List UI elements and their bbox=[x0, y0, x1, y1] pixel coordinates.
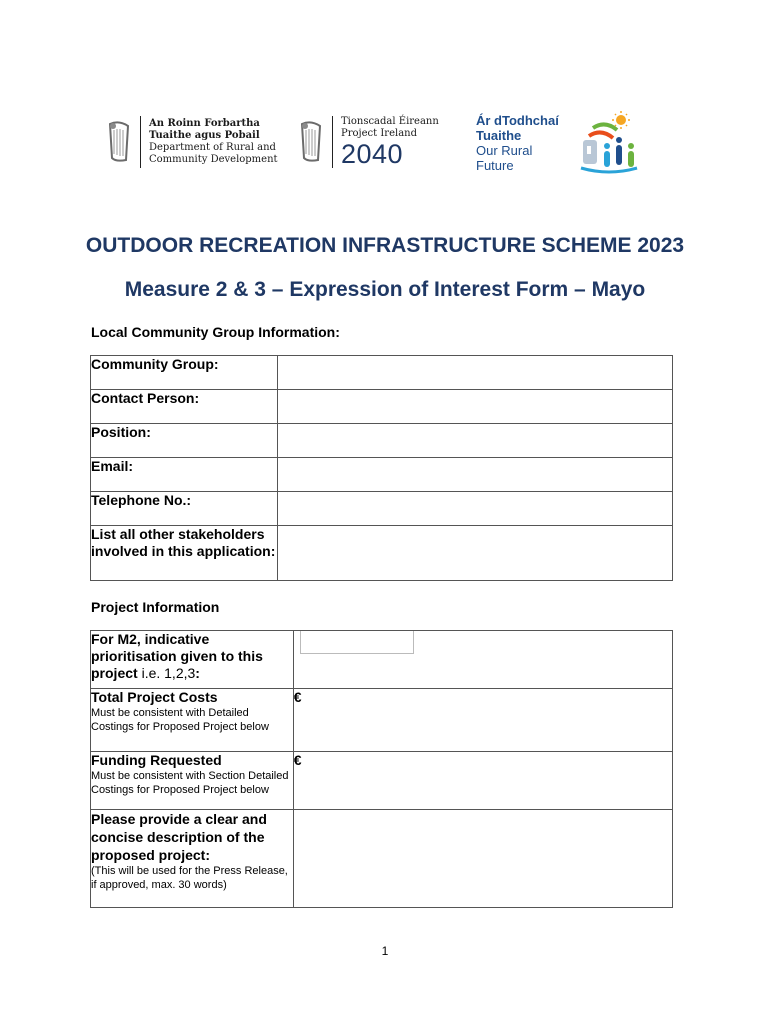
table-row bbox=[91, 810, 673, 908]
project-info-table bbox=[90, 630, 673, 908]
table-row bbox=[91, 631, 673, 689]
description-label: Please provide a clear and concise description of the proposed project: bbox=[91, 811, 267, 863]
funding-label: Funding Requested bbox=[91, 752, 222, 768]
description-field[interactable] bbox=[293, 810, 672, 908]
page-title: OUTDOOR RECREATION INFRASTRUCTURE SCHEME 2023 bbox=[85, 234, 685, 257]
total-cost-cell bbox=[91, 689, 294, 752]
priority-input[interactable] bbox=[300, 631, 414, 654]
table-row bbox=[91, 526, 673, 581]
funding-note: Must be consistent with Section Detailed Costings for Proposed Project below bbox=[91, 770, 289, 796]
dept-name bbox=[149, 118, 278, 166]
table-row bbox=[91, 492, 673, 526]
priority-label: For M2, indicative prioritisation given to this project bbox=[91, 631, 263, 681]
contact-person-label: Contact Person: bbox=[91, 390, 278, 424]
page-number: 1 bbox=[381, 944, 389, 958]
table-row bbox=[91, 390, 673, 424]
euro-symbol: € bbox=[293, 752, 302, 768]
funding-cell bbox=[91, 752, 294, 810]
dept-logo bbox=[106, 116, 278, 168]
telephone-label: Telephone No.: bbox=[91, 492, 278, 526]
priority-cell bbox=[91, 631, 294, 689]
euro-symbol: € bbox=[293, 689, 302, 705]
community-section-heading: Local Community Group Information: bbox=[91, 324, 340, 340]
position-label: Position: bbox=[91, 424, 278, 458]
rural-future-english-1: Our Rural bbox=[476, 143, 533, 158]
rural-future-emblem-icon bbox=[579, 110, 639, 176]
harp-icon bbox=[298, 120, 324, 164]
contact-person-field[interactable] bbox=[277, 390, 672, 424]
table-row bbox=[91, 424, 673, 458]
rural-future-logo bbox=[476, 110, 639, 176]
rural-future-irish-2: Tuaithe bbox=[476, 128, 522, 143]
community-group-field[interactable] bbox=[277, 356, 672, 390]
project-ireland-text bbox=[341, 116, 439, 168]
rural-future-irish-1: Ár dTodhchaí bbox=[476, 113, 559, 128]
table-row bbox=[91, 752, 673, 810]
logo-divider bbox=[332, 116, 333, 168]
dept-line-irish-1: An Roinn Forbartha bbox=[149, 118, 260, 129]
table-row bbox=[91, 689, 673, 752]
priority-colon: : bbox=[195, 665, 200, 681]
table-row bbox=[91, 458, 673, 492]
funding-field[interactable] bbox=[293, 752, 672, 810]
position-field[interactable] bbox=[277, 424, 672, 458]
dept-line-irish-2: Tuaithe agus Pobail bbox=[149, 130, 260, 141]
harp-icon bbox=[106, 120, 132, 164]
page-subtitle: Measure 2 & 3 – Expression of Interest Form – Mayo bbox=[124, 278, 646, 301]
dept-line-english-2: Community Development bbox=[149, 154, 278, 165]
rural-future-text bbox=[476, 113, 559, 173]
project-section-heading: Project Information bbox=[91, 599, 220, 615]
dept-line-english-1: Department of Rural and bbox=[149, 142, 276, 153]
total-cost-label: Total Project Costs bbox=[91, 689, 218, 705]
community-group-table bbox=[90, 355, 673, 581]
telephone-field[interactable] bbox=[277, 492, 672, 526]
stakeholders-label: List all other stakeholders involved in this application: bbox=[91, 526, 278, 581]
community-group-label: Community Group: bbox=[91, 356, 278, 390]
email-label: Email: bbox=[91, 458, 278, 492]
priority-field[interactable] bbox=[293, 631, 672, 689]
rural-future-english-2: Future bbox=[476, 158, 514, 173]
total-cost-field[interactable] bbox=[293, 689, 672, 752]
email-field[interactable] bbox=[277, 458, 672, 492]
stakeholders-field[interactable] bbox=[277, 526, 672, 581]
project-ireland-year: 2040 bbox=[341, 139, 404, 169]
table-row bbox=[91, 356, 673, 390]
description-note: (This will be used for the Press Release, if approved, max. 30 words) bbox=[91, 865, 288, 891]
description-cell bbox=[91, 810, 294, 908]
project-ireland-irish: Tionscadal Éireann bbox=[341, 116, 439, 127]
project-ireland-english: Project Ireland bbox=[341, 128, 417, 139]
total-cost-note: Must be consistent with Detailed Costings for Proposed Project below bbox=[91, 707, 269, 733]
priority-example: i.e. 1,2,3 bbox=[141, 665, 196, 681]
project-ireland-logo bbox=[298, 116, 439, 168]
logo-divider bbox=[140, 116, 141, 168]
